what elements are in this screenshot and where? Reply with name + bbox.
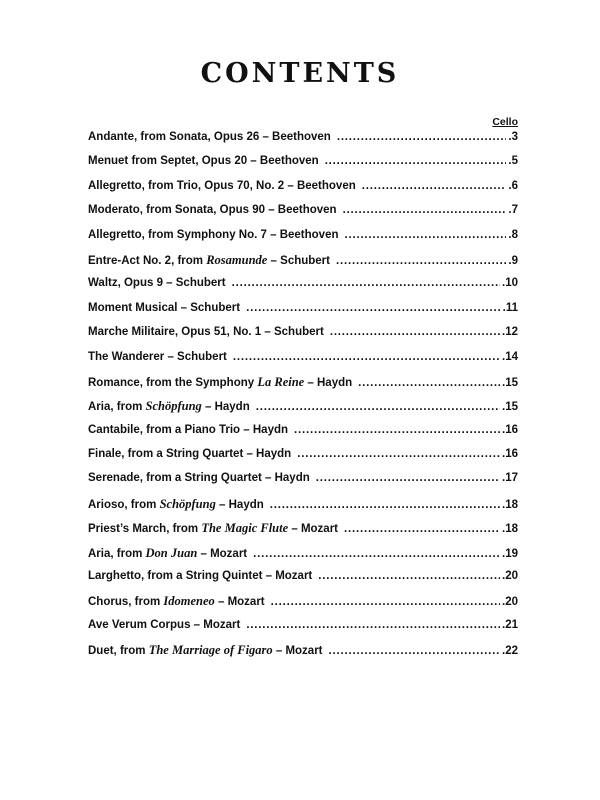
toc-entry-title-text: Duet, from [88, 645, 149, 658]
toc-entry-title-text: The Wanderer – Schubert [88, 350, 227, 363]
toc-entry-page-number: .6 [508, 179, 518, 192]
dot-leader [330, 326, 500, 338]
toc-entry-composer: – Schubert [267, 254, 330, 267]
toc-entry-title [88, 351, 227, 363]
toc-entry-composer: – Mozart [197, 547, 248, 560]
toc-entry [88, 472, 518, 496]
toc-entry [88, 448, 518, 472]
toc-entry [88, 229, 518, 253]
toc-entry-title-text: Romance, from the Symphony [88, 376, 258, 389]
toc-entry [88, 131, 518, 155]
toc-entry-title-text: Moderato, from Sonata, Opus 90 – Beethoven [88, 204, 337, 217]
toc-entry-title-text: Serenade, from a String Quartet – Haydn [88, 472, 310, 485]
toc-entry-page-number: .14 [502, 350, 518, 363]
toc-entry-title [88, 375, 352, 390]
toc-entry-page-number: .16 [502, 423, 518, 436]
dot-leader [336, 255, 506, 267]
page-title: CONTENTS [200, 58, 400, 89]
toc-entry-composer: – Mozart [272, 645, 323, 658]
toc-entry [88, 521, 518, 545]
toc-entry-page-number: .12 [502, 326, 518, 339]
toc-entry [88, 570, 518, 594]
toc-entry-title [88, 155, 319, 167]
toc-entry [88, 155, 518, 179]
toc-entry [88, 351, 518, 375]
toc-entry-title-text: Aria, from [88, 401, 146, 414]
toc-entry-page-number: .8 [508, 228, 518, 241]
toc-entry-composer: – Haydn [215, 498, 264, 511]
toc-entry-title [88, 546, 247, 561]
toc-entry-work-title: Schöpfung [145, 399, 202, 414]
toc-entry-title-text: Arioso, from [88, 498, 160, 511]
toc-entry-title [88, 253, 330, 268]
toc-entry-work-title: Rosamunde [206, 252, 268, 267]
toc-entry-title [88, 521, 338, 536]
dot-leader [233, 351, 500, 363]
toc-entry-page-number: .9 [508, 254, 518, 267]
dot-leader [246, 302, 501, 314]
toc-entry-title-text: Moment Musical – Schubert [88, 301, 241, 314]
toc-entry-page-number: .3 [508, 131, 518, 143]
toc-entry-work-title: The Marriage of Figaro [148, 643, 273, 658]
toc-entry-title [88, 277, 226, 289]
toc-entry-title-text: Priest’s March, from [88, 523, 202, 536]
toc-entry [88, 204, 518, 228]
toc-entry-work-title: Idomeneo [163, 594, 215, 609]
toc-entry-page-number: .21 [502, 618, 518, 631]
dot-leader [362, 180, 507, 192]
toc-entry-title-text: Larghetto, from a String Quintet – Mozart [88, 570, 313, 583]
toc-entry-page-number: .7 [508, 204, 518, 217]
toc-entry [88, 326, 518, 350]
toc-entry-title [88, 326, 324, 338]
dot-leader [297, 448, 500, 460]
dot-leader [358, 377, 500, 389]
toc-entry-page-number: .11 [502, 301, 518, 314]
toc-entry [88, 497, 518, 521]
toc-entry-title [88, 399, 250, 414]
toc-entry [88, 399, 518, 423]
toc-entry [88, 180, 518, 204]
toc-entry [88, 375, 518, 399]
toc-entry-title-text: Menuet from Septet, Opus 20 – Beethoven [88, 155, 319, 168]
dot-leader [318, 570, 500, 582]
toc-entry-page-number: .17 [502, 472, 518, 485]
toc-entry-page-number: .15 [502, 376, 518, 389]
dot-leader [294, 424, 500, 436]
dot-leader [232, 277, 500, 289]
toc-entry [88, 594, 518, 618]
toc-entry-title [88, 302, 240, 314]
toc-entry-title-text: Waltz, Opus 9 – Schubert [88, 277, 226, 290]
toc-entry-page-number: .19 [502, 547, 518, 560]
toc-entry-composer: – Haydn [201, 401, 250, 414]
toc-entry [88, 253, 518, 277]
dot-leader [344, 229, 506, 241]
toc-entry [88, 277, 518, 301]
column-header: Cello [492, 116, 518, 128]
dot-leader [329, 645, 500, 657]
dot-leader [337, 131, 507, 143]
dot-leader [343, 204, 507, 216]
toc-entry [88, 619, 518, 643]
toc-list [88, 131, 518, 668]
toc-entry-title [88, 619, 240, 631]
toc-entry-work-title: Don Juan [145, 545, 198, 560]
toc-entry-title-text: Marche Militaire, Opus 51, No. 1 – Schubert [88, 326, 324, 339]
toc-entry-work-title: La Reine [257, 374, 305, 389]
toc-entry-title-text: Ave Verum Corpus – Mozart [88, 618, 241, 631]
toc-entry-page-number: .18 [502, 498, 518, 511]
toc-entry-title [88, 594, 265, 609]
toc-entry [88, 302, 518, 326]
toc-entry-composer: – Haydn [304, 376, 353, 389]
toc-entry [88, 424, 518, 448]
dot-leader [271, 596, 500, 608]
toc-entry-page-number: .15 [502, 401, 518, 414]
toc-entry-page-number: .20 [502, 570, 518, 583]
toc-entry-title [88, 472, 310, 484]
toc-entry-title [88, 180, 356, 192]
toc-entry-work-title: Schöpfung [159, 496, 216, 511]
toc-entry-page-number: .22 [502, 645, 518, 658]
dot-leader [316, 472, 500, 484]
toc-entry-page-number: .10 [502, 277, 518, 290]
toc-entry-title-text: Chorus, from [88, 596, 164, 609]
toc-entry-title [88, 424, 288, 436]
toc-entry-work-title: The Magic Flute [201, 521, 289, 536]
toc-entry-title-text: Finale, from a String Quartet – Haydn [88, 448, 292, 461]
toc-entry-title-text: Andante, from Sonata, Opus 26 – Beethoven [88, 131, 331, 143]
dot-leader [270, 499, 500, 511]
toc-entry-page-number: .18 [502, 523, 518, 536]
toc-entry-page-number: .5 [508, 155, 518, 168]
toc-entry-title [88, 570, 312, 582]
toc-entry-title-text: Allegretto, from Symphony No. 7 – Beethoven [88, 228, 339, 241]
toc-entry [88, 546, 518, 570]
toc-entry-title-text: Allegretto, from Trio, Opus 70, No. 2 – Beethoven [88, 179, 356, 192]
toc-entry [88, 643, 518, 667]
dot-leader [253, 548, 500, 560]
dot-leader [246, 619, 500, 631]
toc-entry-page-number: .20 [502, 596, 518, 609]
toc-entry-title [88, 204, 337, 216]
dot-leader [325, 155, 507, 167]
toc-entry-title [88, 448, 291, 460]
dot-leader [344, 523, 500, 535]
toc-entry-title [88, 131, 331, 143]
toc-entry-title [88, 229, 338, 241]
toc-entry-title [88, 643, 323, 658]
toc-entry-title-text: Aria, from [88, 547, 146, 560]
toc-entry-composer: – Mozart [288, 523, 338, 536]
toc-entry-title-text: Cantabile, from a Piano Trio – Haydn [88, 423, 289, 436]
toc-entry-page-number: .16 [502, 448, 518, 461]
toc-entry-title [88, 497, 264, 512]
toc-entry-title-text: Entre-Act No. 2, from [88, 254, 207, 267]
dot-leader [256, 401, 500, 413]
toc-entry-composer: – Mozart [214, 596, 265, 609]
